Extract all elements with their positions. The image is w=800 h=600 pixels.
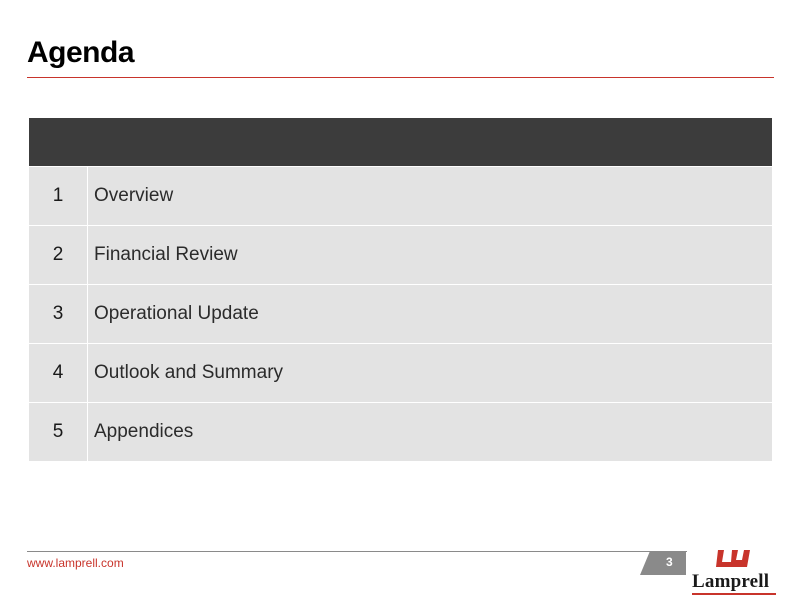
- agenda-table: [29, 118, 772, 461]
- agenda-row: [29, 225, 772, 284]
- footer-divider: [27, 551, 687, 552]
- agenda-row: [29, 166, 772, 225]
- agenda-row: [29, 284, 772, 343]
- page-number: 3: [666, 555, 673, 569]
- title-divider: [27, 77, 774, 78]
- agenda-item-number: 1: [29, 167, 88, 225]
- lamprell-logo-icon: [714, 548, 754, 572]
- company-logo: [692, 548, 782, 598]
- footer-website-link[interactable]: www.lamprell.com: [27, 556, 124, 570]
- agenda-item-label: Financial Review: [94, 244, 238, 265]
- agenda-row: [29, 343, 772, 402]
- agenda-row: [29, 402, 772, 461]
- logo-underline: [692, 593, 776, 595]
- agenda-item-number: 3: [29, 285, 88, 343]
- agenda-item-label: Overview: [94, 185, 174, 206]
- agenda-item-number: 5: [29, 403, 88, 461]
- agenda-item-label: Outlook and Summary: [94, 362, 284, 383]
- logo-wordmark: Lamprell: [692, 571, 770, 592]
- agenda-item-label: Appendices: [94, 421, 194, 442]
- agenda-item-number: 2: [29, 226, 88, 284]
- agenda-item-label: Operational Update: [94, 303, 259, 324]
- agenda-table-header: [29, 118, 772, 166]
- agenda-item-number: 4: [29, 344, 88, 402]
- page-number-tab: [640, 551, 686, 575]
- slide-title: Agenda: [27, 36, 135, 69]
